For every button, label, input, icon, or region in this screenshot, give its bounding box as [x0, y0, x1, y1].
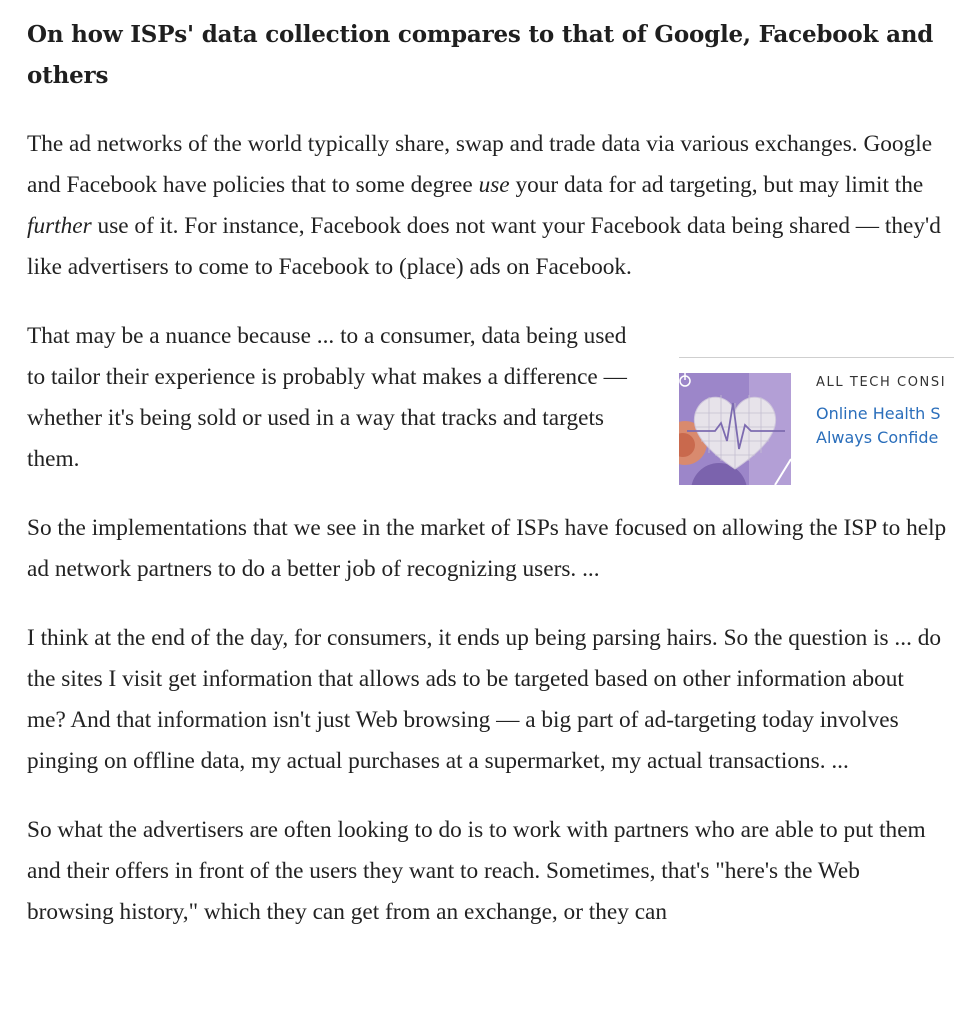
paragraph-text: your data for ad targeting, but may limit the — [509, 172, 924, 198]
emphasis-further: further — [27, 213, 92, 239]
paragraph-text: The ad networks of the world typically share, swap and trade data via various exchanges. Google and Facebook have policies that to some degree — [27, 131, 933, 198]
related-story-link[interactable]: Online Health S Always Confide — [816, 404, 941, 447]
section-subhead: On how ISPs' data collection compares to that of Google, Facebook and others — [27, 21, 934, 89]
related-story-kicker: ALL TECH CONSI — [816, 375, 947, 390]
paragraph-advertisers: So what the advertisers are often looking to do is to work with partners who are able to put them and their offers in front of the users they want to reach. Sometimes, that's "here's the Web browsing history," which they can get from an exchange, or they can — [27, 817, 926, 925]
paragraph-ad-networks — [27, 124, 947, 288]
paragraph-text: use of it. For instance, Facebook does not want your Facebook data being shared — they'd like advertisers to come to Facebook to (place) ads on Facebook. — [27, 213, 941, 280]
emphasis-use: use — [478, 172, 510, 198]
related-story-card[interactable] — [679, 357, 954, 488]
paragraph-consumers: I think at the end of the day, for consumers, it ends up being parsing hairs. So the question is ... do the sites I visit get information that allows ads to be targeted based on other information about me? And that information isn't just Web browsing — a big part of ad-targeting today involves pinging on offline data, my actual purchases at a supermarket, my actual transactions. ... — [27, 625, 942, 774]
heart-ekg-illustration-icon[interactable] — [679, 373, 791, 485]
paragraph-nuance: That may be a nuance because ... to a consumer, data being used to tailor their experience is probably what makes a difference — whether it's being sold or used in a way that tracks and targets them. — [27, 323, 627, 472]
paragraph-implementations: So the implementations that we see in the market of ISPs have focused on allowing the ISP to help ad network partners to do a better job of recognizing users. ... — [27, 515, 947, 582]
